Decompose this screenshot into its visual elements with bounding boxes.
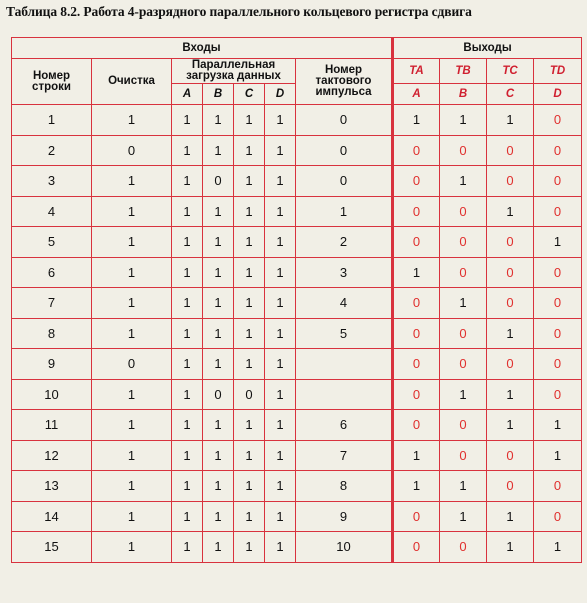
output-a-cell: 0 bbox=[393, 196, 440, 227]
output-d-cell: 0 bbox=[534, 196, 582, 227]
load-b-cell: 1 bbox=[203, 318, 234, 349]
clear-header: Очистка bbox=[92, 59, 172, 105]
outputs-header: Выходы bbox=[393, 38, 582, 59]
output-d-cell: 0 bbox=[534, 288, 582, 319]
clear-cell: 1 bbox=[92, 410, 172, 441]
register-table bbox=[11, 37, 582, 563]
row-number-cell: 11 bbox=[12, 410, 92, 441]
output-d-cell: 0 bbox=[534, 471, 582, 502]
table-row bbox=[12, 349, 582, 380]
clock-pulse-cell bbox=[296, 379, 393, 410]
clear-cell: 1 bbox=[92, 471, 172, 502]
load-b-cell: 1 bbox=[203, 532, 234, 563]
load-d-cell: 1 bbox=[265, 318, 296, 349]
output-c-cell: 1 bbox=[487, 105, 534, 136]
table-row bbox=[12, 532, 582, 563]
output-b-cell: 0 bbox=[440, 349, 487, 380]
output-b-cell: 0 bbox=[440, 410, 487, 441]
output-c-cell: 0 bbox=[487, 471, 534, 502]
load-c-cell: 1 bbox=[234, 135, 265, 166]
output-a-cell: 1 bbox=[393, 257, 440, 288]
output-d-cell: 0 bbox=[534, 257, 582, 288]
load-d-cell: 1 bbox=[265, 410, 296, 441]
output-b-header: B bbox=[440, 84, 487, 105]
row-number-cell: 13 bbox=[12, 471, 92, 502]
output-b-cell: 1 bbox=[440, 288, 487, 319]
output-c-cell: 1 bbox=[487, 501, 534, 532]
load-c-cell: 1 bbox=[234, 196, 265, 227]
output-d-cell: 0 bbox=[534, 379, 582, 410]
output-tb-header: TB bbox=[440, 59, 487, 84]
row-number-cell: 15 bbox=[12, 532, 92, 563]
load-a-cell: 1 bbox=[172, 410, 203, 441]
load-d-header: D bbox=[265, 84, 296, 105]
clock-pulse-cell: 0 bbox=[296, 105, 393, 136]
load-d-cell: 1 bbox=[265, 105, 296, 136]
output-tc-header: TC bbox=[487, 59, 534, 84]
load-c-cell: 1 bbox=[234, 440, 265, 471]
clear-cell: 1 bbox=[92, 166, 172, 197]
load-d-cell: 1 bbox=[265, 349, 296, 380]
table-row bbox=[12, 166, 582, 197]
output-b-cell: 1 bbox=[440, 471, 487, 502]
load-a-cell: 1 bbox=[172, 135, 203, 166]
row-number-cell: 4 bbox=[12, 196, 92, 227]
output-d-cell: 1 bbox=[534, 227, 582, 258]
load-c-cell: 1 bbox=[234, 318, 265, 349]
output-a-cell: 0 bbox=[393, 379, 440, 410]
load-b-cell: 1 bbox=[203, 349, 234, 380]
clear-cell: 1 bbox=[92, 532, 172, 563]
load-a-cell: 1 bbox=[172, 440, 203, 471]
load-a-cell: 1 bbox=[172, 501, 203, 532]
output-c-cell: 0 bbox=[487, 288, 534, 319]
row-number-cell: 8 bbox=[12, 318, 92, 349]
parallel-load-header: Параллельная загрузка данных bbox=[172, 59, 296, 84]
output-a-cell: 0 bbox=[393, 135, 440, 166]
output-a-cell: 0 bbox=[393, 227, 440, 258]
load-a-cell: 1 bbox=[172, 318, 203, 349]
load-d-cell: 1 bbox=[265, 532, 296, 563]
output-a-cell: 0 bbox=[393, 288, 440, 319]
row-number-cell: 2 bbox=[12, 135, 92, 166]
output-b-cell: 1 bbox=[440, 379, 487, 410]
table-row bbox=[12, 379, 582, 410]
load-c-cell: 1 bbox=[234, 410, 265, 441]
row-number-cell: 3 bbox=[12, 166, 92, 197]
output-td-header: TD bbox=[534, 59, 582, 84]
load-c-cell: 1 bbox=[234, 257, 265, 288]
output-c-cell: 1 bbox=[487, 410, 534, 441]
row-number-cell: 5 bbox=[12, 227, 92, 258]
row-number-cell: 1 bbox=[12, 105, 92, 136]
output-a-cell: 0 bbox=[393, 501, 440, 532]
load-d-cell: 1 bbox=[265, 257, 296, 288]
output-a-header: A bbox=[393, 84, 440, 105]
row-number-cell: 12 bbox=[12, 440, 92, 471]
output-a-cell: 0 bbox=[393, 532, 440, 563]
row-number-cell: 6 bbox=[12, 257, 92, 288]
output-c-cell: 0 bbox=[487, 440, 534, 471]
output-ta-header: TA bbox=[393, 59, 440, 84]
load-b-header: B bbox=[203, 84, 234, 105]
clock-pulse-cell: 3 bbox=[296, 257, 393, 288]
output-b-cell: 1 bbox=[440, 105, 487, 136]
load-b-cell: 1 bbox=[203, 196, 234, 227]
output-b-cell: 0 bbox=[440, 440, 487, 471]
clock-pulse-cell: 1 bbox=[296, 196, 393, 227]
load-b-cell: 1 bbox=[203, 105, 234, 136]
table-row bbox=[12, 257, 582, 288]
load-a-cell: 1 bbox=[172, 227, 203, 258]
clock-pulse-cell: 0 bbox=[296, 135, 393, 166]
load-a-cell: 1 bbox=[172, 105, 203, 136]
load-c-cell: 1 bbox=[234, 501, 265, 532]
load-b-cell: 0 bbox=[203, 166, 234, 197]
load-b-cell: 1 bbox=[203, 471, 234, 502]
row-number-cell: 10 bbox=[12, 379, 92, 410]
output-d-cell: 0 bbox=[534, 501, 582, 532]
load-d-cell: 1 bbox=[265, 166, 296, 197]
table-row bbox=[12, 440, 582, 471]
clear-cell: 1 bbox=[92, 288, 172, 319]
load-c-cell: 1 bbox=[234, 166, 265, 197]
row-number-header: Номер строки bbox=[12, 59, 92, 105]
load-b-cell: 1 bbox=[203, 410, 234, 441]
output-d-cell: 1 bbox=[534, 440, 582, 471]
output-c-cell: 1 bbox=[487, 532, 534, 563]
table-caption: Таблица 8.2. Работа 4-разрядного параллельного кольцевого регистра сдвига bbox=[6, 4, 472, 19]
clear-cell: 1 bbox=[92, 501, 172, 532]
clear-cell: 1 bbox=[92, 227, 172, 258]
load-c-cell: 0 bbox=[234, 379, 265, 410]
load-d-cell: 1 bbox=[265, 227, 296, 258]
load-b-cell: 1 bbox=[203, 501, 234, 532]
load-d-cell: 1 bbox=[265, 379, 296, 410]
load-a-cell: 1 bbox=[172, 196, 203, 227]
clock-pulse-cell: 4 bbox=[296, 288, 393, 319]
load-d-cell: 1 bbox=[265, 196, 296, 227]
load-c-cell: 1 bbox=[234, 227, 265, 258]
output-d-cell: 0 bbox=[534, 105, 582, 136]
output-a-cell: 1 bbox=[393, 105, 440, 136]
load-b-cell: 0 bbox=[203, 379, 234, 410]
output-b-cell: 0 bbox=[440, 135, 487, 166]
table-row bbox=[12, 471, 582, 502]
load-c-cell: 1 bbox=[234, 471, 265, 502]
output-d-cell: 1 bbox=[534, 532, 582, 563]
output-b-cell: 1 bbox=[440, 501, 487, 532]
load-b-cell: 1 bbox=[203, 440, 234, 471]
load-d-cell: 1 bbox=[265, 501, 296, 532]
clock-pulse-cell: 5 bbox=[296, 318, 393, 349]
output-a-cell: 0 bbox=[393, 349, 440, 380]
clear-cell: 0 bbox=[92, 349, 172, 380]
output-c-cell: 0 bbox=[487, 166, 534, 197]
load-d-cell: 1 bbox=[265, 288, 296, 319]
table-row bbox=[12, 318, 582, 349]
clock-pulse-header: Номер тактового импульса bbox=[296, 59, 393, 105]
output-c-cell: 0 bbox=[487, 257, 534, 288]
table-row bbox=[12, 501, 582, 532]
load-c-cell: 1 bbox=[234, 105, 265, 136]
load-c-cell: 1 bbox=[234, 532, 265, 563]
output-d-cell: 0 bbox=[534, 318, 582, 349]
clear-cell: 0 bbox=[92, 135, 172, 166]
load-a-cell: 1 bbox=[172, 349, 203, 380]
clock-pulse-cell: 0 bbox=[296, 166, 393, 197]
load-d-cell: 1 bbox=[265, 440, 296, 471]
load-d-cell: 1 bbox=[265, 135, 296, 166]
clock-pulse-cell: 10 bbox=[296, 532, 393, 563]
output-d-cell: 0 bbox=[534, 349, 582, 380]
output-c-cell: 1 bbox=[487, 379, 534, 410]
output-a-cell: 0 bbox=[393, 166, 440, 197]
output-a-cell: 1 bbox=[393, 440, 440, 471]
load-a-cell: 1 bbox=[172, 532, 203, 563]
clear-cell: 1 bbox=[92, 105, 172, 136]
output-c-cell: 0 bbox=[487, 227, 534, 258]
table-row bbox=[12, 410, 582, 441]
clock-pulse-cell: 7 bbox=[296, 440, 393, 471]
row-number-cell: 14 bbox=[12, 501, 92, 532]
clear-cell: 1 bbox=[92, 196, 172, 227]
inputs-header: Входы bbox=[12, 38, 393, 59]
table-row bbox=[12, 227, 582, 258]
table-row bbox=[12, 135, 582, 166]
clear-cell: 1 bbox=[92, 440, 172, 471]
clock-pulse-cell: 9 bbox=[296, 501, 393, 532]
load-a-cell: 1 bbox=[172, 379, 203, 410]
output-c-cell: 1 bbox=[487, 318, 534, 349]
load-b-cell: 1 bbox=[203, 135, 234, 166]
clock-pulse-cell bbox=[296, 349, 393, 380]
row-number-cell: 7 bbox=[12, 288, 92, 319]
load-a-cell: 1 bbox=[172, 471, 203, 502]
load-b-cell: 1 bbox=[203, 227, 234, 258]
table-row bbox=[12, 196, 582, 227]
output-d-cell: 0 bbox=[534, 135, 582, 166]
output-b-cell: 0 bbox=[440, 318, 487, 349]
output-d-cell: 0 bbox=[534, 166, 582, 197]
output-c-cell: 0 bbox=[487, 349, 534, 380]
output-b-cell: 0 bbox=[440, 196, 487, 227]
output-b-cell: 0 bbox=[440, 227, 487, 258]
clear-cell: 1 bbox=[92, 257, 172, 288]
clock-pulse-cell: 8 bbox=[296, 471, 393, 502]
row-number-cell: 9 bbox=[12, 349, 92, 380]
clear-cell: 1 bbox=[92, 379, 172, 410]
load-c-cell: 1 bbox=[234, 349, 265, 380]
load-c-cell: 1 bbox=[234, 288, 265, 319]
clock-pulse-cell: 2 bbox=[296, 227, 393, 258]
load-a-header: A bbox=[172, 84, 203, 105]
output-c-cell: 1 bbox=[487, 196, 534, 227]
load-c-header: C bbox=[234, 84, 265, 105]
output-b-cell: 1 bbox=[440, 166, 487, 197]
load-a-cell: 1 bbox=[172, 166, 203, 197]
load-a-cell: 1 bbox=[172, 257, 203, 288]
table-row bbox=[12, 288, 582, 319]
output-c-header: C bbox=[487, 84, 534, 105]
output-a-cell: 0 bbox=[393, 410, 440, 441]
clock-pulse-cell: 6 bbox=[296, 410, 393, 441]
clear-cell: 1 bbox=[92, 318, 172, 349]
output-a-cell: 1 bbox=[393, 471, 440, 502]
output-d-cell: 1 bbox=[534, 410, 582, 441]
output-b-cell: 0 bbox=[440, 532, 487, 563]
table-row bbox=[12, 105, 582, 136]
load-b-cell: 1 bbox=[203, 257, 234, 288]
load-b-cell: 1 bbox=[203, 288, 234, 319]
load-d-cell: 1 bbox=[265, 471, 296, 502]
table-body bbox=[12, 105, 582, 563]
output-a-cell: 0 bbox=[393, 318, 440, 349]
load-a-cell: 1 bbox=[172, 288, 203, 319]
output-c-cell: 0 bbox=[487, 135, 534, 166]
output-d-header: D bbox=[534, 84, 582, 105]
output-b-cell: 0 bbox=[440, 257, 487, 288]
